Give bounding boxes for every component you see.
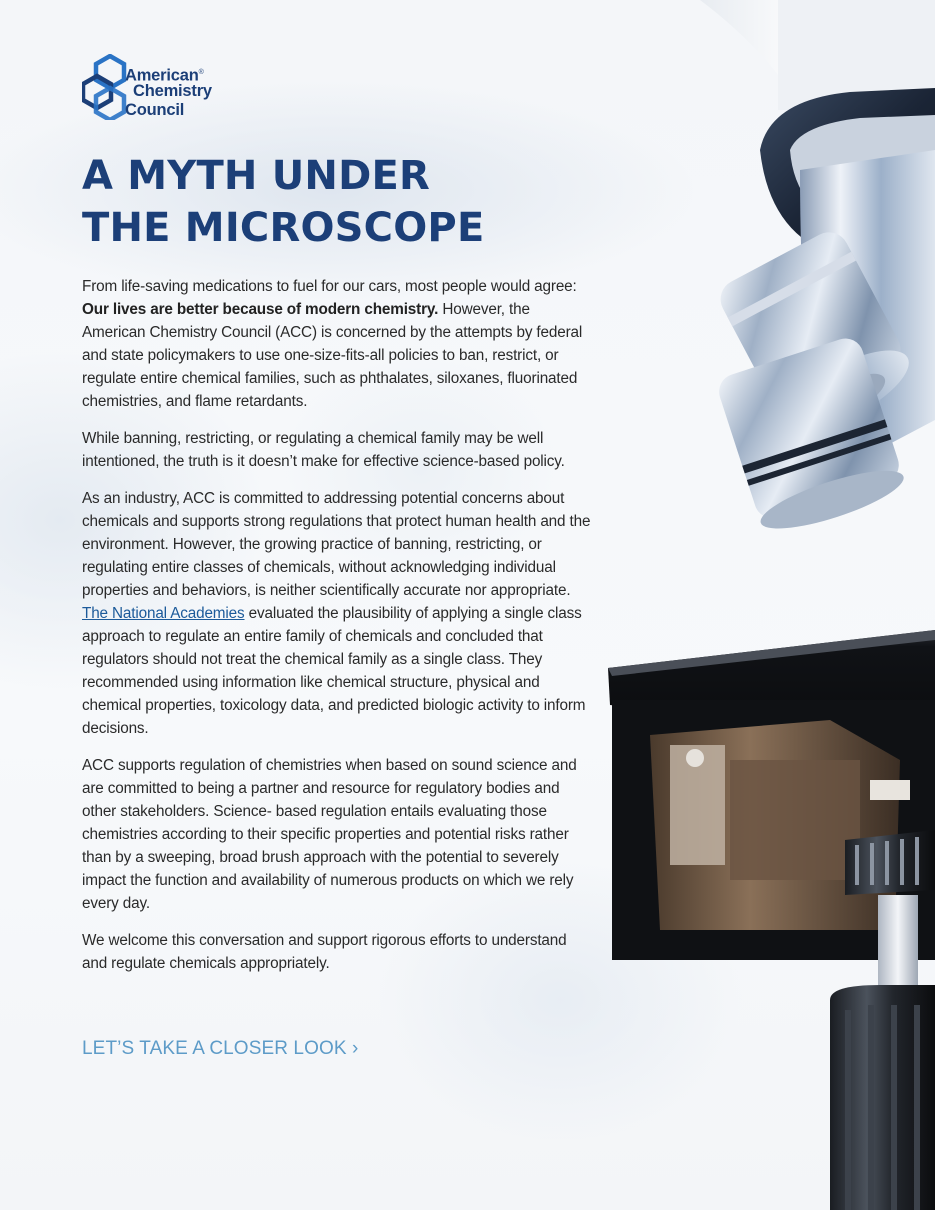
paragraph-5: We welcome this conversation and support rigorous efforts to understand and regulate chemicals appropriately. (82, 932, 567, 972)
national-academies-link[interactable]: The National Academies (82, 605, 245, 622)
logo-text-line2: Chemistry (133, 82, 212, 100)
title-line2: THE MICROSCOPE (82, 205, 485, 251)
page-title (82, 150, 602, 254)
paragraph-4: ACC supports regulation of chemistries when based on sound science and are committed to being a partner and resource for regulatory bodies and other stakeholders. Science- based regulation entails evaluating those chemistries according to their specific properties and potential risks rather than by a sweeping, broad brush approach with the potential to severely impact the function and availability of numerous products on which we rely every day. (82, 757, 577, 912)
closer-look-link[interactable]: LET’S TAKE A CLOSER LOOK › (82, 1038, 359, 1059)
body-text (82, 275, 592, 989)
paragraph-3: As an industry, ACC is committed to addressing potential concerns about chemicals and supports strong regulations that protect human health and the environment. However, the growing practice of banning, restricting, or regulating entire classes of chemicals, without acknowledging individual properties and behaviors, is neither scientifically accurate nor appropriate. The National Academies evaluated the plausibility of applying a single class approach to regulate an entire family of chemicals and concluded that regulators should not treat the chemical family as a single class. They recommended using information like chemical structure, physical and chemical properties, toxicology data, and predicted biologic activity to inform decisions. (82, 490, 591, 737)
paragraph-1: From life-saving medications to fuel for our cars, most people would agree: Our lives are better because of modern chemistry. However, the American Chemistry Council (ACC) is concerned by the attempts by federal and state policymakers to use one-size-fits-all policies to ban, restrict, or regulate entire chemical families, such as phthalates, siloxanes, fluorinated chemistries, and flame retardants. (82, 278, 583, 410)
title-line1: A MYTH UNDER (82, 153, 431, 199)
emphasis-text: Our lives are better because of modern chemistry. (82, 301, 439, 318)
paragraph-2: While banning, restricting, or regulating a chemical family may be well intentioned, the truth is it doesn’t make for effective science-based policy. (82, 430, 565, 470)
acc-logo (82, 54, 252, 120)
logo-text-line1: American® (125, 66, 204, 85)
logo-text-line3: Council (125, 101, 185, 119)
